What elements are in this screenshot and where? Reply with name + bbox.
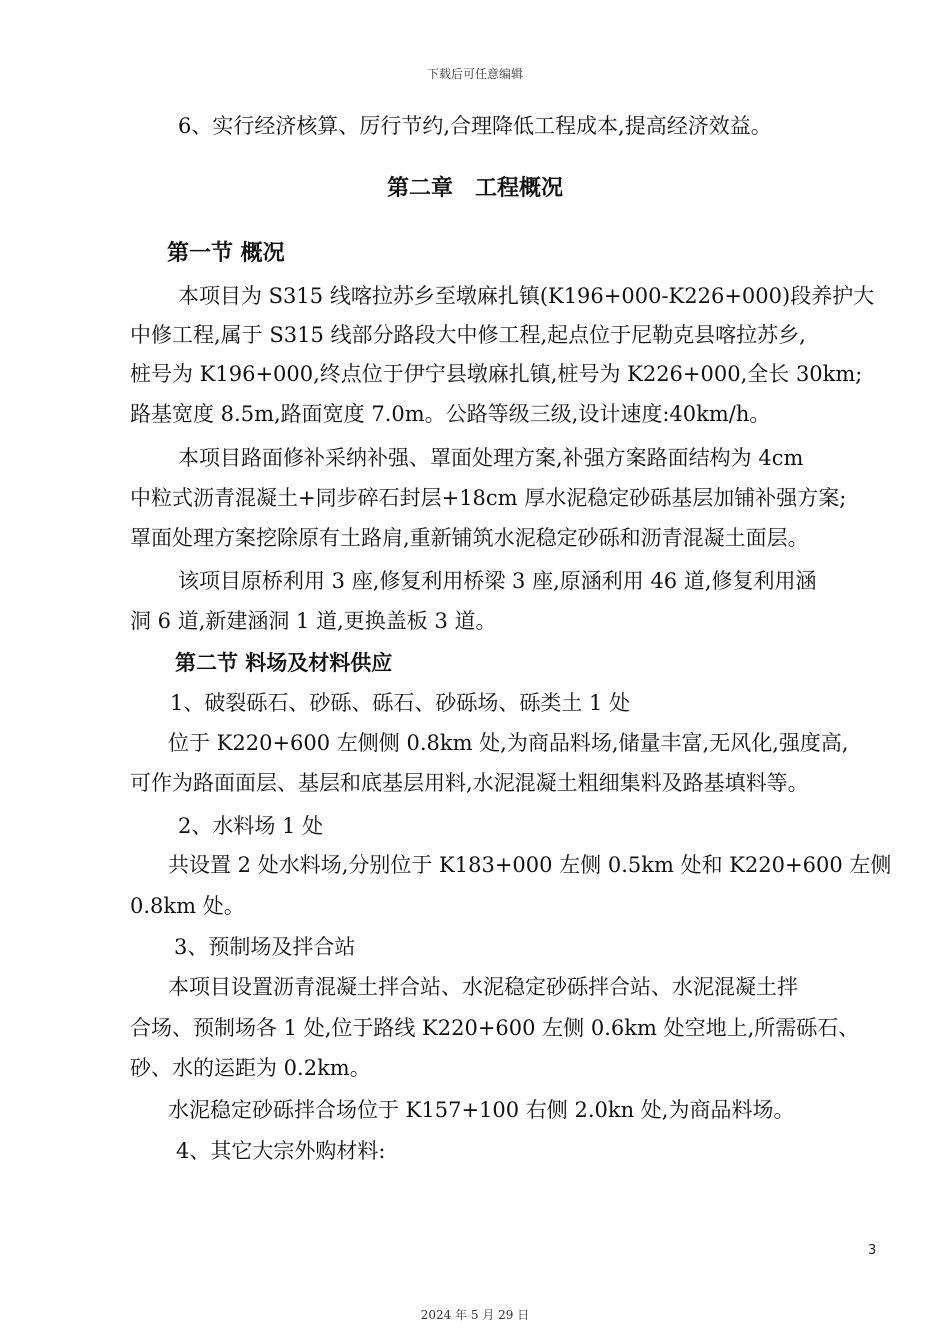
paragraph-line: 合场、预制场各 1 处,位于路线 K220+600 左侧 0.6km 处空地上,所需砾石、 [130,1016,860,1040]
paragraph-line: 该项目原桥利用 3 座,修复利用桥梁 3 座,原涵利用 46 道,修复利用涵 [178,569,817,593]
paragraph-line: 洞 6 道,新建涵洞 1 道,更换盖板 3 道。 [130,609,497,633]
item-1-title: 1、破裂砾石、砂砾、砾石、砂砾场、砾类土 1 处 [170,691,631,715]
item-3-text-2: 水泥稳定砂砾拌合场位于 K157+100 右侧 2.0kn 处,为商品料场。 [168,1098,795,1122]
page-header-note: 下载后可任意编辑 [426,67,523,81]
paragraph-line: 路基宽度 8.5m,路面宽度 7.0m。公路等级三级,设计速度:40km/h。 [130,402,771,426]
intro-item-6: 6、实行经济核算、厉行节约,合理降低工程成本,提高经济效益。 [178,114,772,138]
section-2-title: 第二节 料场及材料供应 [175,651,393,675]
section-1-title: 第一节 概况 [167,241,285,266]
page-footer-date: 2024 年 5 月 29 日 [420,1308,530,1322]
paragraph-line: 罩面处理方案挖除原有土路肩,重新铺筑水泥稳定砂砾和沥青混凝土面层。 [130,526,809,550]
paragraph-line: 位于 K220+600 左侧侧 0.8km 处,为商品料场,储量丰富,无风化,强度高, [168,731,849,755]
chapter-title: 第二章 工程概况 [386,176,563,201]
item-3-title: 3、预制场及拌合站 [174,935,356,959]
paragraph-line: 中修工程,属于 S315 线部分路段大中修工程,起点位于尼勒克县喀拉苏乡, [130,323,806,347]
item-4-title: 4、其它大宗外购材料: [176,1139,386,1163]
paragraph-line: 本项目路面修补采纳补强、罩面处理方案,补强方案路面结构为 4cm [178,446,804,470]
paragraph-line: 0.8km 处。 [130,894,245,918]
paragraph-line: 本项目设置沥青混凝土拌合站、水泥稳定砂砾拌合站、水泥混凝土拌 [168,975,798,999]
paragraph-line: 桩号为 K196+000,终点位于伊宁县墩麻扎镇,桩号为 K226+000,全长 30km; [130,362,863,386]
paragraph-line: 中粒式沥青混凝土+同步碎石封层+18cm 厚水泥稳定砂砾基层加铺补强方案; [130,486,847,510]
item-2-title: 2、水料场 1 处 [178,814,324,838]
paragraph-line: 砂、水的运距为 0.2km。 [130,1056,371,1080]
paragraph-line: 共设置 2 处水料场,分别位于 K183+000 左侧 0.5km 处和 K220+600 左侧 [168,853,892,877]
paragraph-line: 本项目为 S315 线喀拉苏乡至墩麻扎镇(K196+000-K226+000)段养护大 [178,284,875,308]
paragraph-line: 可作为路面面层、基层和底基层用料,水泥混凝土粗细集料及路基填料等。 [130,771,809,795]
page-number: 3 [868,1243,877,1258]
